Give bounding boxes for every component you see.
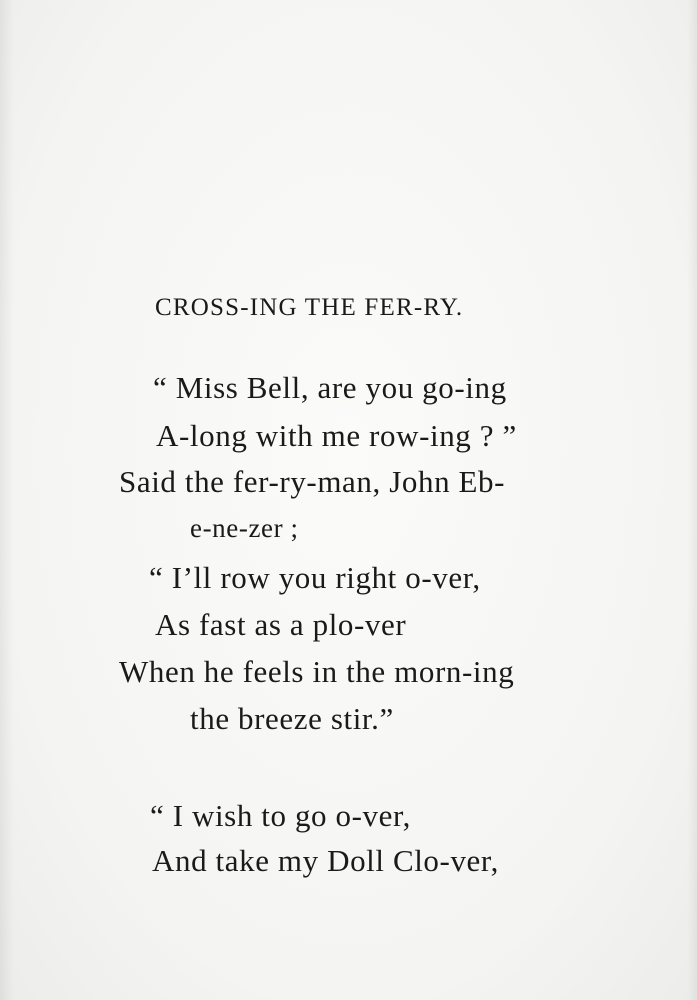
poem-line: “ I’ll row you right o-ver, [149,560,481,595]
poem-title: CROSS-ING THE FER-RY. [155,294,464,321]
poem-line: e-ne-zer ; [190,513,299,543]
scan-shadow-right [687,0,697,1000]
poem-line: “ Miss Bell, are you go-ing [153,370,507,405]
poem-line: And take my Doll Clo-ver, [152,843,499,878]
poem-line: A-long with me row-ing ? ” [156,418,517,453]
poem-line: the breeze stir.” [190,701,394,736]
poem-line: When he feels in the morn-ing [119,654,515,689]
poem-line: Said the fer-ry-man, John Eb- [119,464,506,499]
scan-shadow-left [0,0,14,1000]
poem-line: As fast as a plo-ver [155,607,407,642]
poem-line: “ I wish to go o-ver, [150,798,412,833]
